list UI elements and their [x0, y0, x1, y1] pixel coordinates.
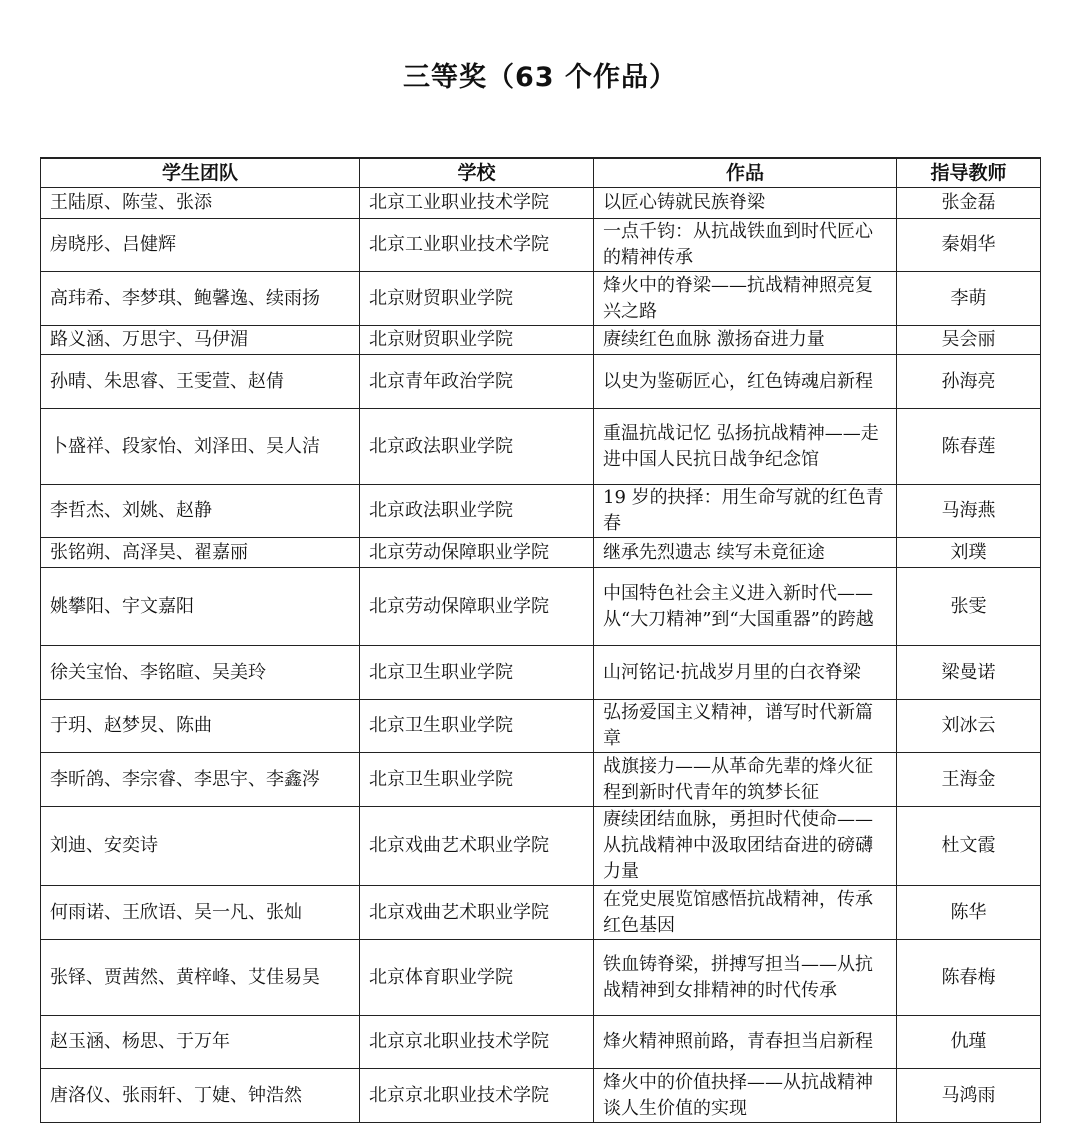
cell-team: 卜盛祥、段家怡、刘泽田、吴人洁 — [41, 409, 360, 485]
cell-work: 弘扬爱国主义精神，谱写时代新篇章 — [594, 700, 897, 753]
cell-work: 烽火中的脊梁——抗战精神照亮复兴之路 — [594, 272, 897, 326]
table-row — [41, 326, 1041, 355]
cell-work: 烽火精神照前路，青春担当启新程 — [594, 1016, 897, 1069]
cell-team: 徐关宝怡、李铭暄、吴美玲 — [41, 646, 360, 700]
table-header-row — [41, 158, 1041, 188]
cell-school: 北京工业职业技术学院 — [360, 188, 594, 219]
cell-work: 以史为鉴砺匠心，红色铸魂启新程 — [594, 355, 897, 409]
header-teacher: 指导教师 — [897, 158, 1041, 188]
cell-teacher: 吴会丽 — [897, 326, 1041, 355]
cell-team: 张铎、贾茜然、黄梓峰、艾佳易昊 — [41, 940, 360, 1016]
table-row — [41, 940, 1041, 1016]
cell-work: 在党史展览馆感悟抗战精神，传承红色基因 — [594, 886, 897, 940]
table-row — [41, 1016, 1041, 1069]
cell-work: 以匠心铸就民族脊梁 — [594, 188, 897, 219]
cell-school: 北京政法职业学院 — [360, 409, 594, 485]
cell-teacher: 张雯 — [897, 568, 1041, 646]
cell-teacher: 杜文霞 — [897, 807, 1041, 886]
cell-team: 姚攀阳、宇文嘉阳 — [41, 568, 360, 646]
cell-school: 北京政法职业学院 — [360, 485, 594, 538]
cell-team: 张铭朔、高泽昊、翟嘉丽 — [41, 538, 360, 568]
cell-teacher: 刘璞 — [897, 538, 1041, 568]
cell-teacher: 马鸿雨 — [897, 1069, 1041, 1123]
cell-work: 继承先烈遗志 续写未竟征途 — [594, 538, 897, 568]
cell-teacher: 马海燕 — [897, 485, 1041, 538]
cell-team: 王陆原、陈莹、张添 — [41, 188, 360, 219]
table-row — [41, 409, 1041, 485]
cell-work: 重温抗战记忆 弘扬抗战精神——走进中国人民抗日战争纪念馆 — [594, 409, 897, 485]
cell-teacher: 仇瑾 — [897, 1016, 1041, 1069]
cell-team: 路义涵、万思宇、马伊湄 — [41, 326, 360, 355]
cell-teacher: 陈春梅 — [897, 940, 1041, 1016]
table-row — [41, 886, 1041, 940]
cell-school: 北京戏曲艺术职业学院 — [360, 807, 594, 886]
table-row — [41, 485, 1041, 538]
table-row — [41, 807, 1041, 886]
table-row — [41, 700, 1041, 753]
cell-teacher: 张金磊 — [897, 188, 1041, 219]
awards-table — [40, 157, 1041, 1123]
cell-team: 李哲杰、刘姚、赵静 — [41, 485, 360, 538]
cell-work: 烽火中的价值抉择——从抗战精神谈人生价值的实现 — [594, 1069, 897, 1123]
cell-teacher: 李萌 — [897, 272, 1041, 326]
table-row — [41, 272, 1041, 326]
cell-work: 赓续红色血脉 激扬奋进力量 — [594, 326, 897, 355]
cell-team: 李昕鸽、李宗睿、李思宇、李鑫涔 — [41, 753, 360, 807]
cell-teacher: 秦娟华 — [897, 219, 1041, 272]
cell-teacher: 孙海亮 — [897, 355, 1041, 409]
table-row — [41, 568, 1041, 646]
table-row — [41, 646, 1041, 700]
cell-work: 铁血铸脊梁，拼搏写担当——从抗战精神到女排精神的时代传承 — [594, 940, 897, 1016]
cell-school: 北京财贸职业学院 — [360, 272, 594, 326]
table-row — [41, 188, 1041, 219]
table-row — [41, 1069, 1041, 1123]
cell-teacher: 王海金 — [897, 753, 1041, 807]
cell-work: 中国特色社会主义进入新时代——从“大刀精神”到“大国重器”的跨越 — [594, 568, 897, 646]
cell-school: 北京戏曲艺术职业学院 — [360, 886, 594, 940]
table-row — [41, 355, 1041, 409]
cell-school: 北京卫生职业学院 — [360, 700, 594, 753]
cell-school: 北京卫生职业学院 — [360, 646, 594, 700]
cell-work: 赓续团结血脉，勇担时代使命——从抗战精神中汲取团结奋进的磅礴力量 — [594, 807, 897, 886]
page-title: 三等奖（63 个作品） — [403, 62, 677, 93]
cell-work: 山河铭记·抗战岁月里的白衣脊梁 — [594, 646, 897, 700]
table-row — [41, 219, 1041, 272]
cell-teacher: 梁曼诺 — [897, 646, 1041, 700]
header-team: 学生团队 — [41, 158, 360, 188]
cell-team: 于玥、赵梦炅、陈曲 — [41, 700, 360, 753]
cell-school: 北京劳动保障职业学院 — [360, 568, 594, 646]
cell-work: 一点千钧：从抗战铁血到时代匠心的精神传承 — [594, 219, 897, 272]
cell-school: 北京体育职业学院 — [360, 940, 594, 1016]
cell-school: 北京青年政治学院 — [360, 355, 594, 409]
cell-team: 孙晴、朱思睿、王雯萱、赵倩 — [41, 355, 360, 409]
cell-teacher: 陈华 — [897, 886, 1041, 940]
table-row — [41, 538, 1041, 568]
cell-work: 19 岁的抉择：用生命写就的红色青春 — [594, 485, 897, 538]
cell-team: 唐洛仪、张雨轩、丁婕、钟浩然 — [41, 1069, 360, 1123]
table-row — [41, 753, 1041, 807]
cell-school: 北京京北职业技术学院 — [360, 1016, 594, 1069]
cell-team: 赵玉涵、杨思、于万年 — [41, 1016, 360, 1069]
header-school: 学校 — [360, 158, 594, 188]
cell-teacher: 刘冰云 — [897, 700, 1041, 753]
cell-team: 刘迪、安奕诗 — [41, 807, 360, 886]
header-work: 作品 — [594, 158, 897, 188]
cell-school: 北京卫生职业学院 — [360, 753, 594, 807]
cell-work: 战旗接力——从革命先辈的烽火征程到新时代青年的筑梦长征 — [594, 753, 897, 807]
cell-school: 北京财贸职业学院 — [360, 326, 594, 355]
cell-team: 房晓彤、吕健辉 — [41, 219, 360, 272]
cell-team: 高玮希、李梦琪、鲍馨逸、续雨扬 — [41, 272, 360, 326]
cell-school: 北京劳动保障职业学院 — [360, 538, 594, 568]
cell-school: 北京工业职业技术学院 — [360, 219, 594, 272]
cell-teacher: 陈春莲 — [897, 409, 1041, 485]
cell-team: 何雨诺、王欣语、吴一凡、张灿 — [41, 886, 360, 940]
cell-school: 北京京北职业技术学院 — [360, 1069, 594, 1123]
